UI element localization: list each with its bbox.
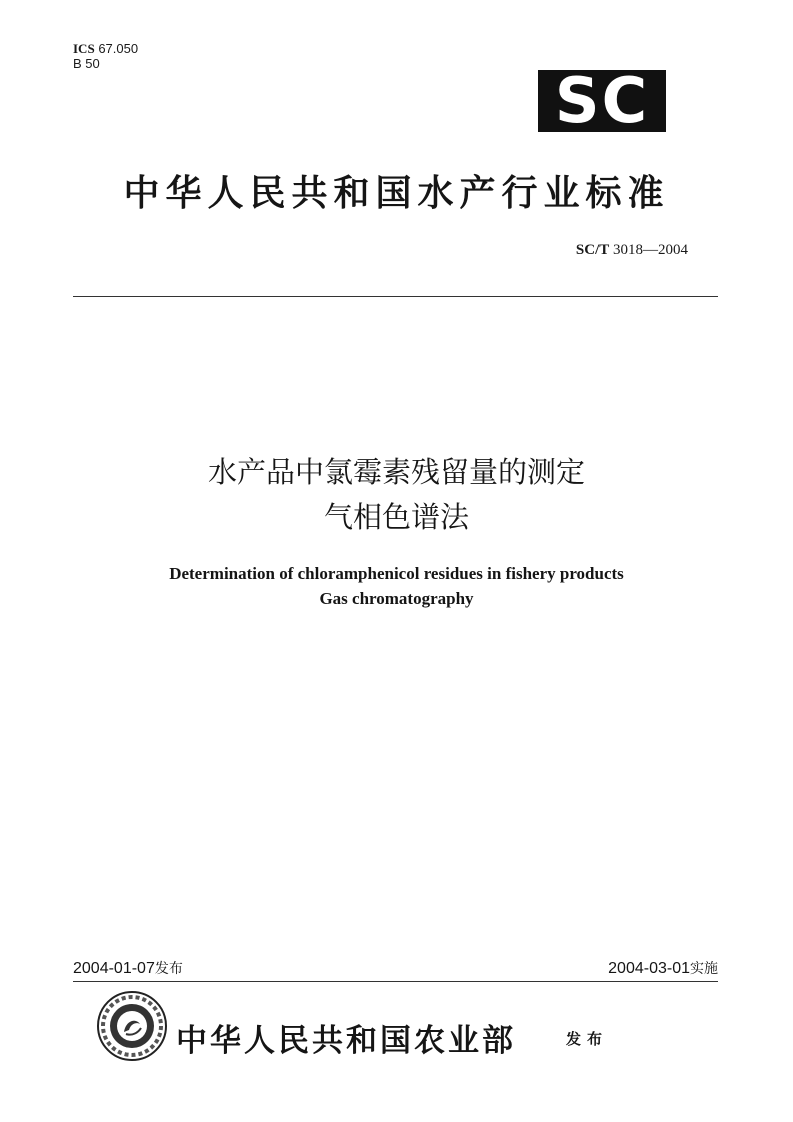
- standard-code: SC/T: [575, 242, 610, 258]
- title-cn-line2: 气相色谱法: [323, 500, 469, 534]
- title-cn-line1: 水产品中氯霉素残留量的测定: [207, 455, 585, 489]
- issue-date: [73, 958, 183, 978]
- ccs-code: B 50: [73, 56, 100, 71]
- title-en-line2: Gas chromatography: [319, 589, 474, 608]
- issue-date-label: 发布: [154, 961, 183, 977]
- issue-date-value: 2004-01-07: [73, 960, 155, 977]
- effective-date-label: 实施: [690, 961, 718, 977]
- top-divider: [73, 296, 718, 297]
- effective-date: [608, 958, 718, 978]
- ministry-emblem-icon: [96, 990, 168, 1062]
- publisher-name: 中华人民共和国农业部: [176, 1023, 516, 1059]
- bottom-divider: [73, 981, 718, 982]
- ics-code: 67.050: [98, 41, 139, 56]
- publish-label: 发布: [566, 1030, 609, 1048]
- ministry-title: 中华人民共和国水产行业标准: [123, 173, 670, 214]
- sc-logo: SC: [538, 70, 666, 132]
- standard-number: [576, 242, 688, 259]
- standard-year: 3018—2004: [613, 242, 688, 258]
- title-en-line1: Determination of chloramphenicol residues in fishery products: [169, 564, 624, 583]
- ics-classification: [73, 41, 138, 56]
- ics-prefix: ICS: [73, 41, 95, 56]
- effective-date-value: 2004-03-01: [608, 960, 690, 977]
